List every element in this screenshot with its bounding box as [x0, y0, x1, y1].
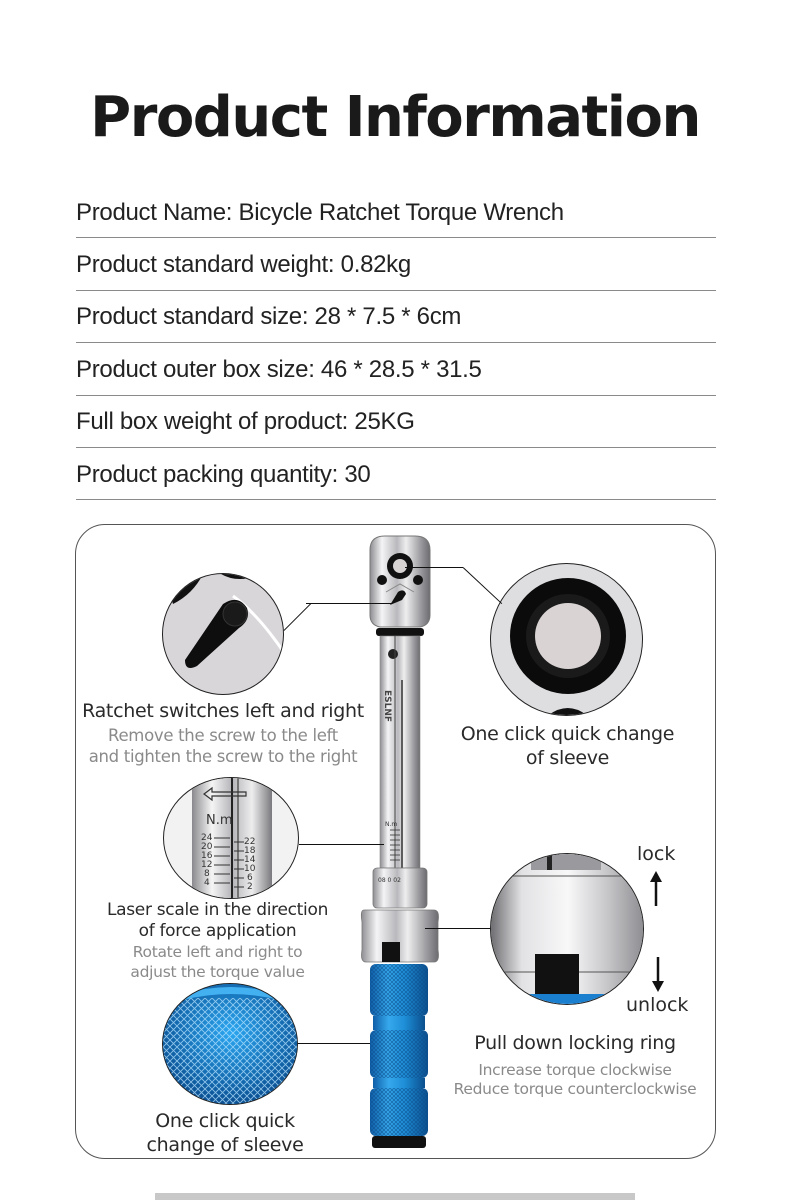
unlock-label: unlock: [626, 994, 689, 1016]
svg-text:14: 14: [244, 855, 256, 865]
locking-ring-caption: [440, 1031, 710, 1099]
svg-text:12: 12: [201, 860, 213, 870]
sleeve-top-title-2: of sleeve: [525, 747, 610, 769]
svg-text:4: 4: [204, 878, 210, 888]
scale-title-1: Laser scale in the direction: [106, 900, 329, 920]
handle-leader-line: [298, 1043, 370, 1044]
ratchet-switch-icon: [163, 574, 284, 695]
ratchet-leader-line: [306, 603, 392, 604]
knurled-grip-closeup: [163, 984, 298, 1105]
scale-title-2: of force application: [138, 921, 297, 941]
lock-label: lock: [637, 843, 676, 865]
sleeve-top-title-1: One click quick change: [460, 723, 675, 745]
ratchet-desc-1: Remove the screw to the left: [108, 726, 338, 745]
locking-ring-title: Pull down locking ring: [474, 1032, 676, 1054]
svg-text:N.m: N.m: [385, 821, 398, 828]
svg-text:24: 24: [201, 833, 213, 843]
handle-knurl-detail-circle: [162, 983, 298, 1105]
svg-text:N.m: N.m: [206, 813, 233, 828]
sleeve-bottom-caption: [115, 1109, 335, 1157]
scale-closeup: [164, 778, 299, 899]
sleeve-leader-line: [405, 567, 463, 568]
locking-ring-desc-1: Increase torque clockwise: [478, 1061, 672, 1079]
svg-text:08 0 02: 08 0 02: [378, 877, 401, 884]
page-title: Product Information: [90, 85, 700, 150]
svg-text:20: 20: [201, 842, 213, 852]
svg-text:10: 10: [244, 864, 256, 874]
locking-ring-leader-line: [425, 928, 490, 929]
arrow-up-icon: [648, 870, 664, 908]
laser-scale-detail-circle: [163, 777, 299, 899]
spec-row-outer-box-size: Product outer box size: 46 * 28.5 * 31.5: [76, 343, 716, 395]
svg-text:8: 8: [204, 869, 210, 879]
laser-scale-caption: [95, 900, 340, 982]
sleeve-bottom-title-2: change of sleeve: [146, 1134, 304, 1156]
svg-text:ESLNF: ESLNF: [382, 690, 392, 723]
locking-ring-detail-circle: [490, 853, 644, 1005]
sleeve-top-caption: [445, 722, 690, 770]
sleeve-socket-detail-circle: [490, 563, 643, 716]
ratchet-detail-circle: [162, 573, 284, 695]
svg-text:18: 18: [244, 846, 256, 856]
scale-leader-line: [299, 844, 384, 845]
arrow-down-icon: [650, 955, 666, 993]
svg-text:2: 2: [247, 882, 253, 892]
spec-row-packing-quantity: Product packing quantity: 30: [76, 448, 716, 500]
scale-desc-1: Rotate left and right to: [132, 943, 303, 961]
spec-row-standard-size: Product standard size: 28 * 7.5 * 6cm: [76, 291, 716, 343]
ratchet-title: Ratchet switches left and right: [82, 700, 364, 722]
locking-ring-desc-2: Reduce torque counterclockwise: [453, 1080, 697, 1098]
scale-desc-2: adjust the torque value: [130, 963, 305, 981]
spec-row-standard-weight: Product standard weight: 0.82kg: [76, 238, 716, 290]
ratchet-desc-2: and tighten the screw to the right: [88, 747, 358, 766]
spec-list: [76, 186, 716, 500]
sleeve-bottom-title-1: One click quick: [155, 1110, 295, 1132]
spec-row-full-box-weight: Full box weight of product: 25KG: [76, 396, 716, 448]
svg-text:16: 16: [201, 851, 213, 861]
bottom-divider: [155, 1193, 635, 1200]
locking-ring-closeup: [491, 854, 644, 1005]
spec-row-product-name: Product Name: Bicycle Ratchet Torque Wrench: [76, 186, 716, 238]
svg-text:6: 6: [247, 873, 253, 883]
svg-text:22: 22: [244, 837, 256, 847]
socket-drive-icon: [491, 564, 643, 716]
ratchet-caption: [70, 700, 376, 767]
